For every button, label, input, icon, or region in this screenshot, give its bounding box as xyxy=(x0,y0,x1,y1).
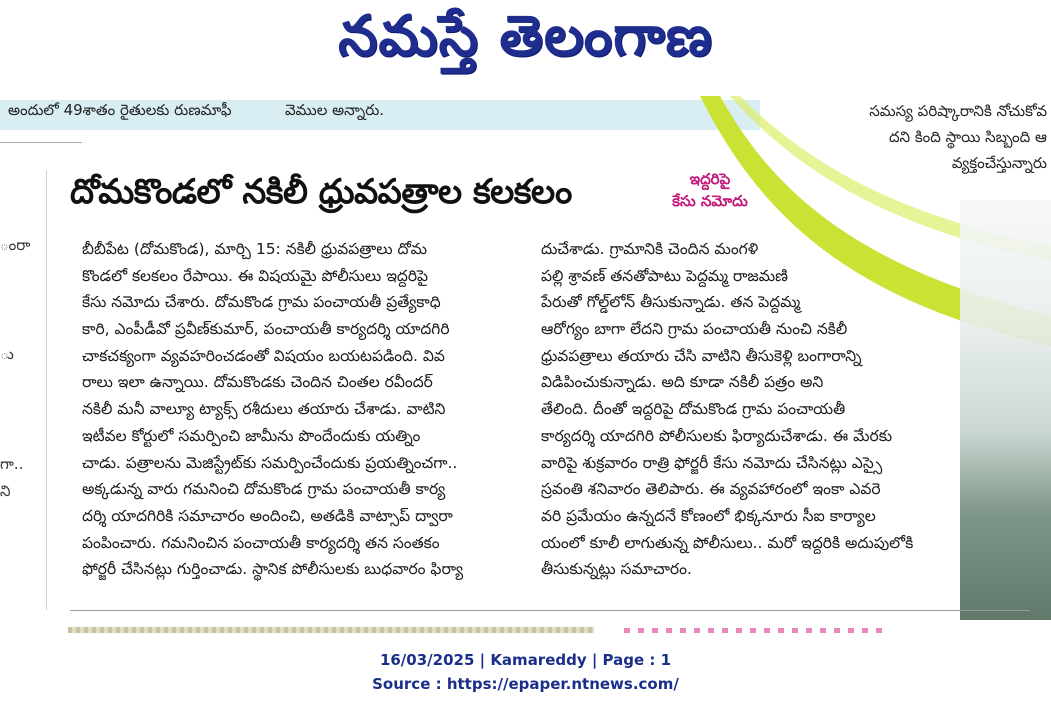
body-line: ధ్రువపత్రాలు తయారు చేసి వాటిని తీసుకెళ్లి బంగారాన్ని xyxy=(541,346,862,365)
body-line: యంలో కూలీ లాగుతున్న పోలీసులు.. మరో ఇద్దరికి అదుపులోకి xyxy=(541,533,914,552)
body-line: పల్లి శ్రావణ్ తనతోపాటు పెద్దమ్మ రాజమణి xyxy=(541,266,788,285)
body-line: రాలు ఇలా ఉన్నాయి. దోమకొండకు చెందిన చింతల రవీందర్ xyxy=(82,373,433,392)
body-line: వరి ప్రమేయం ఉన్నదనే కోణంలో భిక్కనూరు సీఐ కార్యాల xyxy=(541,506,876,525)
masthead-title: నమస్తే తెలంగాణ xyxy=(338,4,713,69)
page-footer xyxy=(0,648,1051,696)
body-line: నకిలీ మనీ వాల్యూ ట్యాక్స్ రశీదులు తయారు చేశాడు. వాటిని xyxy=(82,400,446,419)
next-article-strip xyxy=(68,627,594,633)
body-line: కార్యదర్శి యాదగిరి పోలీసులకు ఫిర్యాదుచేశాడు. ఈ మేరకు xyxy=(541,426,893,445)
masthead xyxy=(0,0,1051,100)
top-strip-text-1: అందులో 49శాతం రైతులకు రుణమాఫీ xyxy=(8,101,232,119)
left-cut-text-1: ంరా xyxy=(0,236,31,254)
news-photo xyxy=(960,200,1051,620)
footer-source-link[interactable]: Source : https://epaper.ntnews.com/ xyxy=(372,675,679,693)
footer-edition-info: 16/03/2025 | Kamareddy | Page : 1 xyxy=(379,651,672,669)
body-line: చాడు. పత్రాలను మెజిస్ట్రేట్‌కు సమర్పించేందుకు ప్రయత్నించగా.. xyxy=(82,453,458,472)
body-line: దర్శి యాదగిరికి సమాచారం అందించి, అతడికి వాట్సాప్ ద్వారా xyxy=(82,506,453,525)
right-column-line-2: దని కింది స్థాయి సిబ్బంది ఆ xyxy=(888,128,1047,146)
kicker-line-2: కేసు నమోదు xyxy=(672,192,748,210)
body-line: వారిపై శుక్రవారం రాత్రి ఫోర్జరీ కేసు నమోదు చేసినట్లు ఎస్సై xyxy=(541,453,883,472)
left-cut-text-3: గా.. xyxy=(0,455,24,473)
next-article-heading-strip xyxy=(624,628,884,633)
body-line: అక్కడున్న వారు గమనించి దోమకొండ గ్రామ పంచాయతీ కార్య xyxy=(82,480,446,499)
body-line: కేసు నమోదు చేశారు. దోమకొండ గ్రామ పంచాయతీ ప్రత్యేకాధి xyxy=(82,293,441,312)
body-line: తీసుకున్నట్లు సమాచారం. xyxy=(541,560,692,579)
article-headline: దోమకొండలో నకిలీ ధ్రువపత్రాల కలకలం xyxy=(70,172,572,212)
body-line: కొండలో కలకలం రేపాయి. ఈ విషయమై పోలీసులు ఇద్దరిపై xyxy=(82,266,429,285)
top-divider xyxy=(0,142,82,143)
body-line: తేలింది. దీంతో ఇద్దరిపై దోమకొండ గ్రామ పంచాయతీ xyxy=(541,400,846,419)
body-line: పేరుతో గోల్డ్‌లోన్ తీసుకున్నాడు. తన పెద్దమ్మ xyxy=(541,293,801,312)
article-kicker xyxy=(645,168,775,212)
right-column-line-3: వ్యక్తంచేస్తున్నారు xyxy=(951,154,1047,172)
body-line: చాకచక్యంగా వ్యవహరించడంతో విషయం బయటపడింది. వివ xyxy=(82,346,445,365)
body-line: దుచేశాడు. గ్రామానికి చెందిన మంగళి xyxy=(541,240,759,258)
body-line: కారి, ఎంపీడీవో ప్రవీణ్‌కుమార్, పంచాయతీ కార్యదర్శి యాదగిరి xyxy=(82,320,450,339)
kicker-line-1: ఇద్దరిపై xyxy=(689,170,731,188)
right-column-line-1: సమస్య పరిష్కారానికి నోచుకోవ xyxy=(869,102,1047,120)
top-strip-text-2: వెముల అన్నారు. xyxy=(285,101,385,119)
body-line: స్రవంతి శనివారం తెలిపారు. ఈ వ్యవహారంలో ఇంకా ఎవరె xyxy=(541,480,881,499)
body-line: పంపించారు. గమనించిన పంచాయతీ కార్యదర్శి తన సంతకం xyxy=(82,533,440,552)
body-line: విడిపించుకున్నాడు. అది కూడా నకిలీ పత్రం అని xyxy=(541,373,824,392)
left-cut-text-2: ు xyxy=(0,345,14,363)
body-line: బీబీపేట (దోమకొండ), మార్చి 15: నకిలీ ధ్రువపత్రాలు దోమ xyxy=(82,240,428,258)
body-line: ఫోర్జరీ చేసినట్లు గుర్తించాడు. స్థానిక పోలీసులకు బుధవారం ఫిర్యా xyxy=(82,560,464,579)
left-cut-text-4: ని xyxy=(0,482,11,500)
article-body-left-column xyxy=(82,236,512,583)
article-bottom-rule xyxy=(70,610,1030,611)
column-rule xyxy=(46,170,47,610)
article-body-right-column xyxy=(541,236,961,583)
body-line: ఇటీవల కోర్టులో సమర్పించి జామీను పొందేందుకు యత్నిం xyxy=(82,426,421,445)
body-line: ఆరోగ్యం బాగా లేదని గ్రామ పంచాయతీ నుంచి నకిలీ xyxy=(541,320,848,339)
